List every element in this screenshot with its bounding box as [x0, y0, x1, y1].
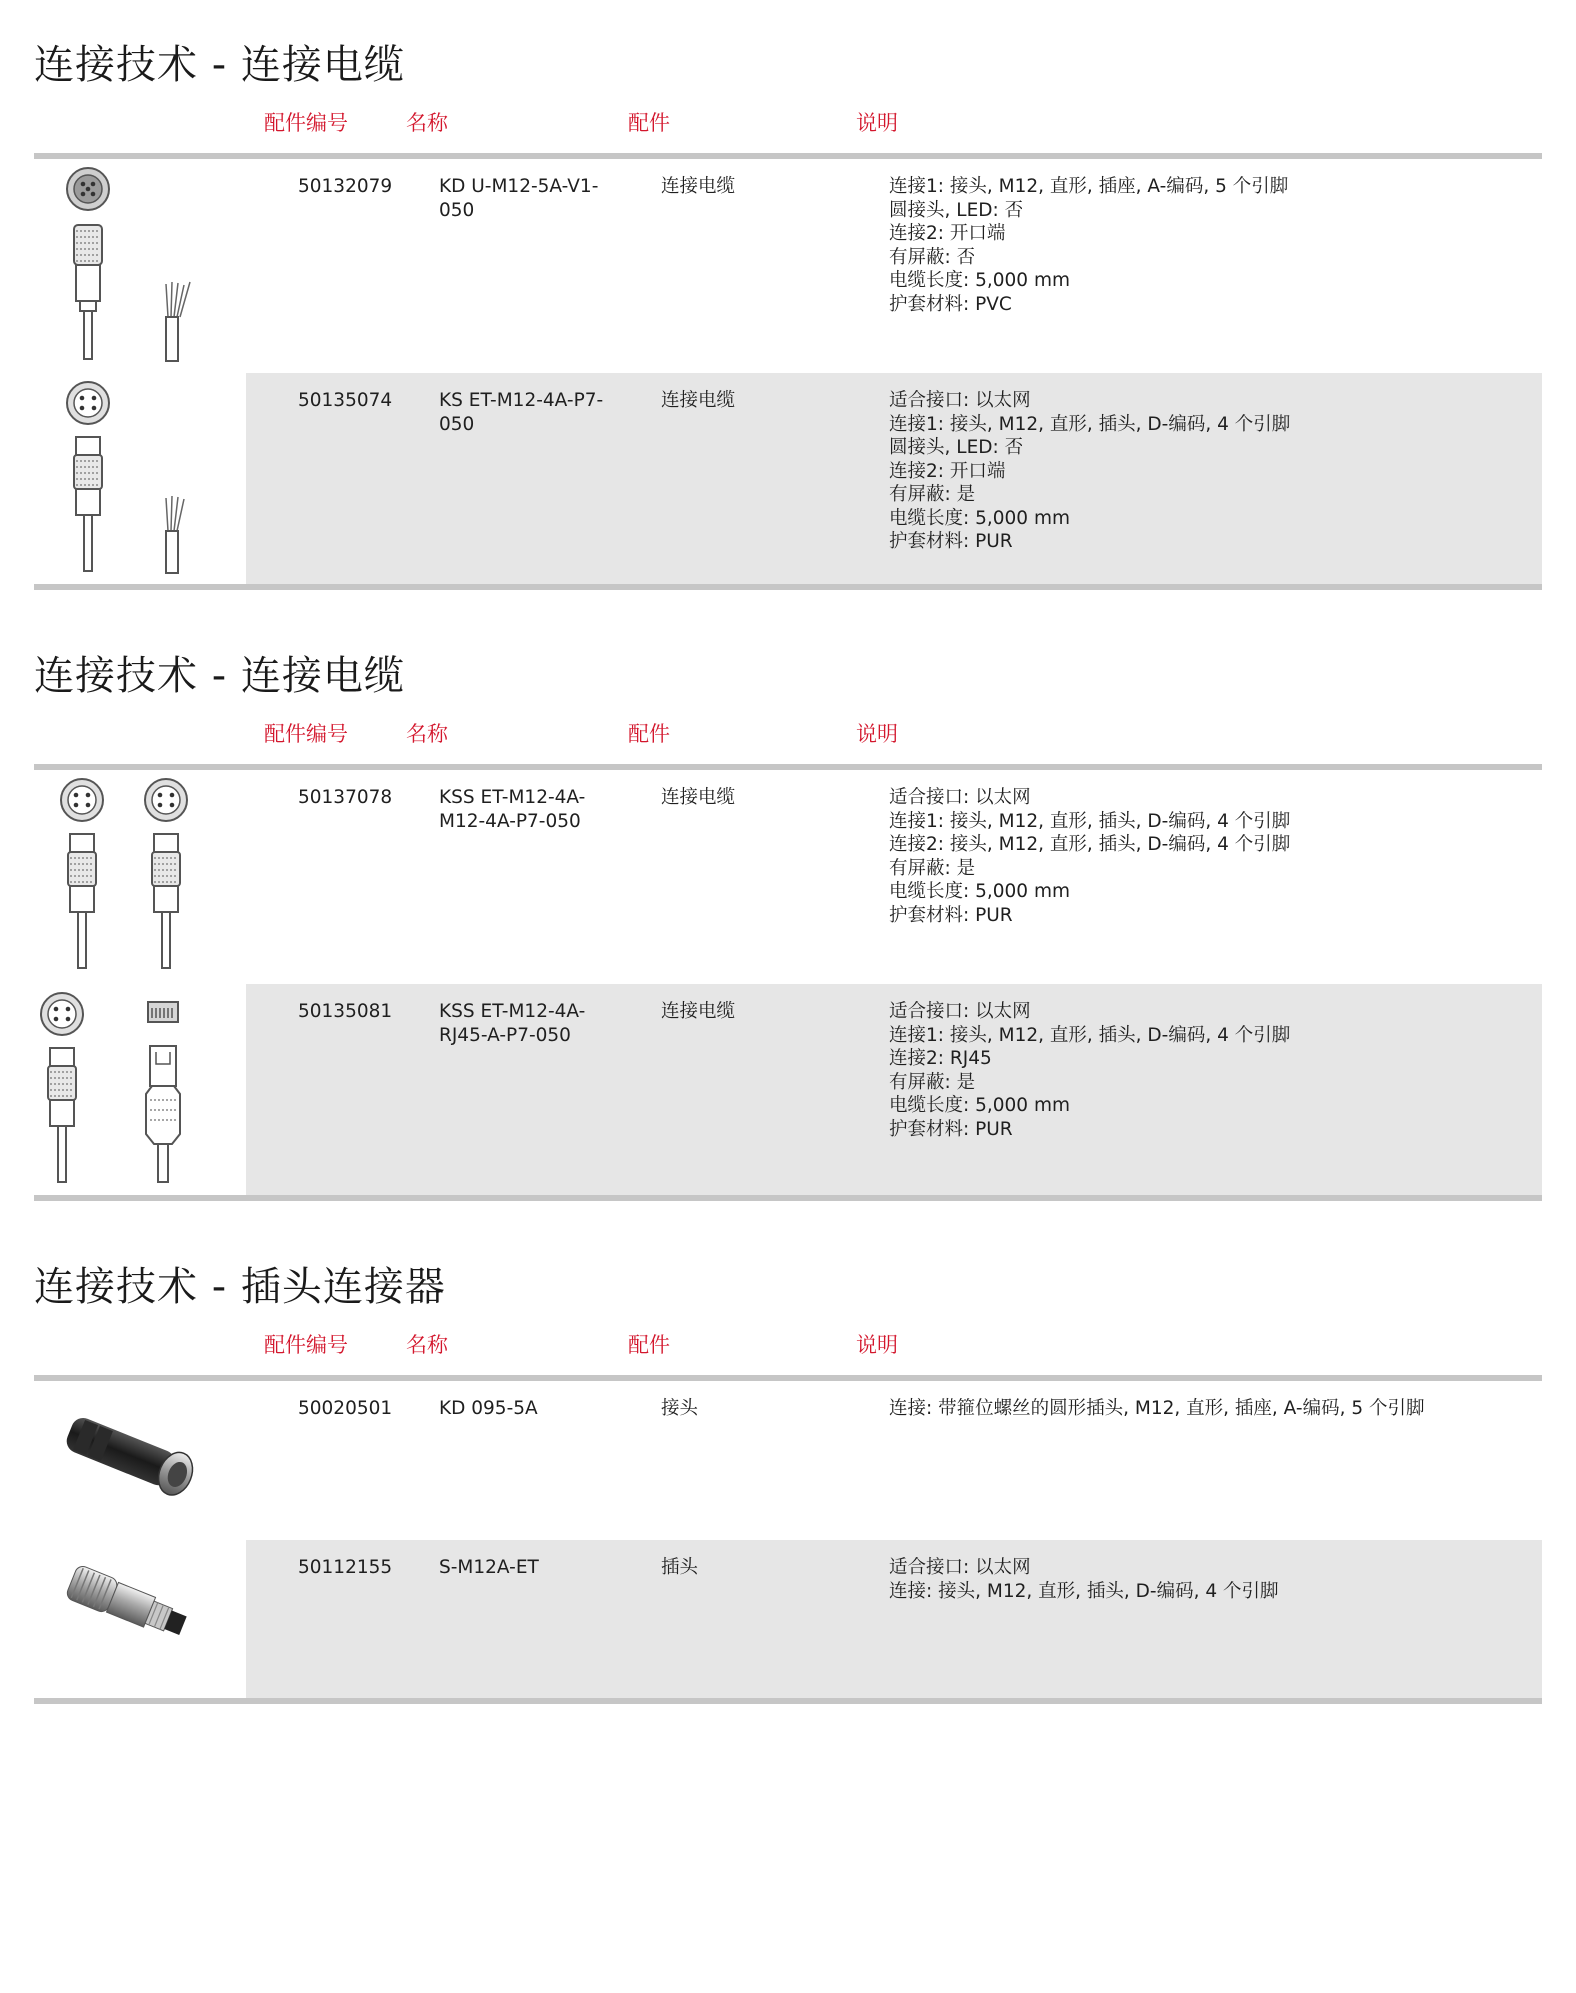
part-number: 50137078	[298, 787, 393, 808]
accessory-type: 连接电缆	[661, 1001, 736, 1022]
part-number: 50112155	[298, 1557, 393, 1578]
row-body	[246, 1381, 1542, 1540]
product-image	[34, 984, 246, 1195]
description: 适合接口: 以太网 连接: 接头, M12, 直形, 插头, D-编码, 4 个引脚	[889, 1557, 1279, 1602]
part-number: 50135074	[298, 390, 393, 411]
m12-female-connector-icon	[34, 1381, 234, 1531]
table-row	[34, 770, 1542, 984]
m12-m12-cable-icon	[34, 770, 234, 980]
part-number: 50020501	[298, 1398, 393, 1419]
m12-female-cable-icon	[34, 159, 234, 369]
col-header-name: 名称	[406, 111, 448, 135]
m12-male-cable-icon	[34, 373, 234, 583]
section-title: 连接技术 - 连接电缆	[34, 653, 405, 699]
accessory-type: 插头	[661, 1557, 699, 1578]
col-header-part-no: 配件编号	[264, 1333, 348, 1357]
col-header-accessory: 配件	[628, 722, 670, 746]
row-body	[246, 770, 1542, 984]
col-header-part-no: 配件编号	[264, 722, 348, 746]
row-body	[246, 373, 1542, 584]
table-row	[34, 1540, 1542, 1698]
row-body	[246, 984, 1542, 1195]
footer-rule	[34, 1195, 1542, 1201]
row-body	[246, 159, 1542, 373]
footer-rule	[34, 1698, 1542, 1704]
product-image	[34, 1540, 246, 1698]
description: 适合接口: 以太网 连接1: 接头, M12, 直形, 插头, D-编码, 4 个引脚 连接2: RJ45 有屏蔽: 是 电缆长度: 5,000 mm 护套材料: PUR	[889, 1001, 1291, 1140]
row-body	[246, 1540, 1542, 1698]
section-connectors	[34, 1262, 1542, 1712]
col-header-name: 名称	[406, 722, 448, 746]
accessory-type: 接头	[661, 1398, 699, 1419]
accessory-type: 连接电缆	[661, 787, 736, 808]
section-title: 连接技术 - 连接电缆	[34, 42, 405, 88]
description: 连接1: 接头, M12, 直形, 插座, A-编码, 5 个引脚 圆接头, LED: 否 连接2: 开口端 有屏蔽: 否 电缆长度: 5,000 mm 护套材料: PVC	[889, 176, 1289, 315]
product-image	[34, 1381, 246, 1540]
accessory-type: 连接电缆	[661, 390, 736, 411]
description: 适合接口: 以太网 连接1: 接头, M12, 直形, 插头, D-编码, 4 个引脚 圆接头, LED: 否 连接2: 开口端 有屏蔽: 是 电缆长度: 5,000 mm 护套材料: PUR	[889, 390, 1291, 552]
table-row	[34, 373, 1542, 584]
product-name: KSS ET-M12-4A- RJ45-A-P7-050	[439, 1001, 586, 1046]
col-header-description: 说明	[856, 111, 898, 135]
section-title: 连接技术 - 插头连接器	[34, 1264, 446, 1310]
table-row	[34, 159, 1542, 373]
product-image	[34, 373, 246, 584]
product-name: KSS ET-M12-4A- M12-4A-P7-050	[439, 787, 586, 832]
table-row	[34, 1381, 1542, 1540]
col-header-description: 说明	[856, 722, 898, 746]
section-cables-2	[34, 651, 1542, 1211]
table-row	[34, 984, 1542, 1195]
description: 连接: 带箍位螺丝的圆形插头, M12, 直形, 插座, A-编码, 5 个引脚	[889, 1398, 1425, 1419]
product-name: KD 095-5A	[439, 1398, 538, 1419]
product-name: S-M12A-ET	[439, 1557, 539, 1578]
section-cables-1	[34, 40, 1542, 600]
part-number: 50135081	[298, 1001, 393, 1022]
col-header-name: 名称	[406, 1333, 448, 1357]
product-image	[34, 770, 246, 984]
m12-rj45-cable-icon	[34, 984, 234, 1194]
col-header-part-no: 配件编号	[264, 111, 348, 135]
accessory-type: 连接电缆	[661, 176, 736, 197]
footer-rule	[34, 584, 1542, 590]
col-header-accessory: 配件	[628, 111, 670, 135]
col-header-accessory: 配件	[628, 1333, 670, 1357]
col-header-description: 说明	[856, 1333, 898, 1357]
product-name: KD U-M12-5A-V1- 050	[439, 176, 599, 221]
part-number: 50132079	[298, 176, 393, 197]
product-image	[34, 159, 246, 373]
product-name: KS ET-M12-4A-P7- 050	[439, 390, 604, 435]
m12-male-connector-icon	[34, 1540, 234, 1690]
description: 适合接口: 以太网 连接1: 接头, M12, 直形, 插头, D-编码, 4 个引脚 连接2: 接头, M12, 直形, 插头, D-编码, 4 个引脚 有屏蔽: 是 电缆长度: 5,000 mm 护套材料: PUR	[889, 787, 1291, 926]
